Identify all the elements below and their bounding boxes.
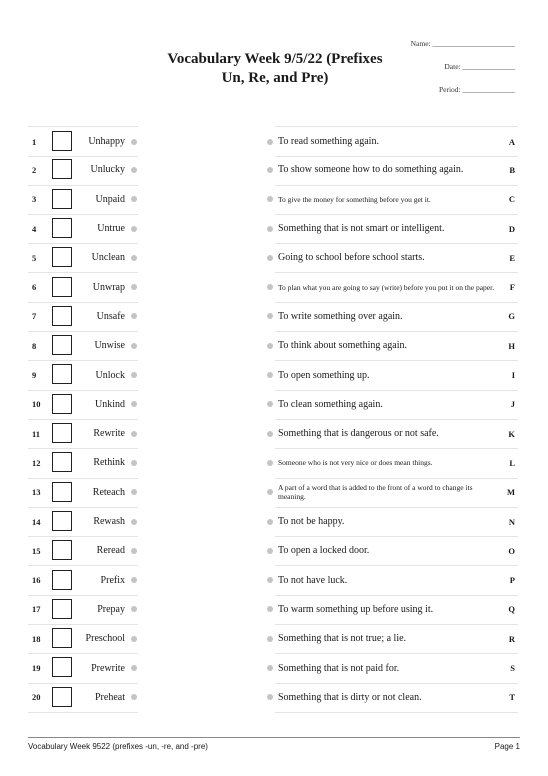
definition-text: To warm something up before using it. <box>278 603 434 615</box>
connector-dot[interactable] <box>131 665 137 671</box>
word-number: 10 <box>32 399 41 410</box>
answer-box[interactable] <box>52 247 72 267</box>
definition-letter: L <box>509 457 515 468</box>
word-item <box>28 390 138 420</box>
connector-dot[interactable] <box>131 196 137 202</box>
vocab-word: Untrue <box>97 223 125 235</box>
connector-dot[interactable] <box>131 372 137 378</box>
definition-text: Something that is dirty or not clean. <box>278 691 422 703</box>
vocab-word: Preheat <box>95 691 125 703</box>
definition-letter: F <box>509 282 515 293</box>
word-item <box>28 478 138 508</box>
word-item <box>28 419 138 449</box>
word-number: 17 <box>32 604 41 615</box>
connector-dot[interactable] <box>131 284 137 290</box>
definition-item <box>275 273 518 303</box>
definition-letter: R <box>508 633 515 644</box>
definition-item <box>275 331 518 361</box>
definition-item <box>275 185 518 215</box>
definition-text: To show someone how to do something again. <box>278 164 464 176</box>
period-field[interactable]: Period: ______________ <box>438 85 515 94</box>
word-item <box>28 566 138 596</box>
definition-text: To open a locked door. <box>278 545 370 557</box>
definition-letter: H <box>508 340 515 351</box>
word-number: 4 <box>32 223 37 234</box>
word-number: 1 <box>32 136 37 147</box>
title-line-2: Un, Re, and Pre) <box>221 70 329 86</box>
connector-dot[interactable] <box>131 519 137 525</box>
definition-letter: E <box>509 252 515 263</box>
connector-dot[interactable] <box>267 665 273 671</box>
word-item <box>28 360 138 390</box>
name-field[interactable]: Name: ______________________ <box>410 39 515 48</box>
vocab-word: Unkind <box>95 398 125 410</box>
definition-text: To clean something again. <box>278 398 383 410</box>
definition-item <box>275 478 518 508</box>
connector-dot[interactable] <box>267 548 273 554</box>
word-item <box>28 126 138 157</box>
definition-text: To give the money for something before you get it. <box>278 194 431 204</box>
definition-text: Something that is dangerous or not safe. <box>278 428 439 440</box>
definition-item <box>275 390 518 420</box>
answer-box[interactable] <box>52 628 72 648</box>
definition-letter: T <box>509 692 515 703</box>
answer-box[interactable] <box>52 335 72 355</box>
definition-letter: D <box>508 223 515 234</box>
table-row <box>0 419 548 448</box>
definition-text: To open something up. <box>278 369 370 381</box>
table-row <box>0 126 548 155</box>
table-row <box>0 683 548 712</box>
word-item <box>28 243 138 273</box>
connector-dot[interactable] <box>131 636 137 642</box>
answer-box[interactable] <box>52 277 72 297</box>
word-number: 16 <box>32 575 41 586</box>
definition-text: To think about something again. <box>278 340 408 352</box>
answer-box[interactable] <box>52 687 72 707</box>
definition-letter: G <box>508 311 515 322</box>
definition-item <box>275 595 518 625</box>
connector-dot[interactable] <box>131 343 137 349</box>
definition-letter: J <box>510 399 515 410</box>
word-item <box>28 683 138 713</box>
word-number: 3 <box>32 194 37 205</box>
vocab-word: Unwise <box>94 340 125 352</box>
connector-dot[interactable] <box>267 313 273 319</box>
vocab-word: Unwrap <box>92 281 125 293</box>
definition-letter: B <box>509 164 515 175</box>
table-row <box>0 273 548 302</box>
definition-item <box>275 683 518 713</box>
connector-dot[interactable] <box>267 284 273 290</box>
word-number: 14 <box>32 516 41 527</box>
connector-dot[interactable] <box>267 636 273 642</box>
connector-dot[interactable] <box>131 431 137 437</box>
word-number: 13 <box>32 487 41 498</box>
vocab-word: Rewash <box>93 516 125 528</box>
definition-letter: I <box>511 370 515 381</box>
vocab-word: Unsafe <box>96 310 125 322</box>
definition-letter: Q <box>508 604 515 615</box>
definition-text: To plan what you are going to say (write) before you put it on the paper. <box>278 282 495 292</box>
table-row <box>0 507 548 536</box>
vocab-word: Reteach <box>92 486 125 498</box>
word-item <box>28 331 138 361</box>
table-row <box>0 536 548 565</box>
connector-dot[interactable] <box>131 577 137 583</box>
definition-item <box>275 243 518 273</box>
answer-box[interactable] <box>52 540 72 560</box>
title-line-1: Vocabulary Week 9/5/22 (Prefixes <box>167 51 383 67</box>
answer-box[interactable] <box>52 511 72 531</box>
definition-text: To not have luck. <box>278 574 348 586</box>
connector-dot[interactable] <box>267 460 273 466</box>
connector-dot[interactable] <box>267 372 273 378</box>
definition-letter: P <box>509 575 515 586</box>
definition-item <box>275 419 518 449</box>
connector-dot[interactable] <box>131 313 137 319</box>
word-item <box>28 155 138 185</box>
vocab-word: Unpaid <box>95 193 125 205</box>
vocab-word: Prewrite <box>91 662 125 674</box>
definition-letter: O <box>508 545 515 556</box>
connector-dot[interactable] <box>131 460 137 466</box>
table-row <box>0 360 548 389</box>
definition-letter: N <box>508 516 515 527</box>
word-item <box>28 185 138 215</box>
date-field[interactable]: Date: ______________ <box>444 62 515 71</box>
word-number: 19 <box>32 663 41 674</box>
table-row <box>0 302 548 331</box>
vocab-word: Unlucky <box>90 164 125 176</box>
page-number: Page 1 <box>494 742 520 751</box>
vocab-word: Unhappy <box>88 136 125 148</box>
word-number: 8 <box>32 340 37 351</box>
table-row <box>0 448 548 477</box>
table-row <box>0 185 548 214</box>
connector-dot[interactable] <box>131 255 137 261</box>
definition-letter: A <box>508 136 515 147</box>
definition-item <box>275 624 518 654</box>
connector-dot[interactable] <box>267 167 273 173</box>
word-number: 18 <box>32 633 41 644</box>
footer-title: Vocabulary Week 9522 (prefixes -un, -re, and -pre) <box>28 742 208 751</box>
answer-box[interactable] <box>52 482 72 502</box>
connector-dot[interactable] <box>267 694 273 700</box>
vocab-word: Unlock <box>95 369 125 381</box>
word-number: 12 <box>32 457 41 468</box>
definition-text: Going to school before school starts. <box>278 252 425 264</box>
connector-dot[interactable] <box>267 139 273 145</box>
word-item <box>28 624 138 654</box>
word-number: 7 <box>32 311 37 322</box>
table-row <box>0 653 548 682</box>
word-item <box>28 507 138 537</box>
answer-box[interactable] <box>52 131 72 151</box>
connector-dot[interactable] <box>131 167 137 173</box>
answer-box[interactable] <box>52 394 72 414</box>
definition-text: A part of a word that is added to the front of a word to change its meaning. <box>278 483 473 502</box>
definition-text: Something that is not true; a lie. <box>278 633 407 645</box>
answer-box[interactable] <box>52 657 72 677</box>
definition-item <box>275 214 518 244</box>
definition-text: To not be happy. <box>278 516 345 528</box>
definition-text: Someone who is not very nice or does mean things. <box>278 458 433 468</box>
vocab-word: Rethink <box>93 457 125 469</box>
word-number: 2 <box>32 164 37 175</box>
answer-box[interactable] <box>52 306 72 326</box>
connector-dot[interactable] <box>131 694 137 700</box>
word-item <box>28 536 138 566</box>
vocab-word: Preschool <box>85 633 125 645</box>
definition-item <box>275 126 518 157</box>
footer-divider <box>28 737 520 738</box>
connector-dot[interactable] <box>267 489 273 495</box>
definition-text: Something that is not paid for. <box>278 662 400 674</box>
table-row <box>0 214 548 243</box>
connector-dot[interactable] <box>267 343 273 349</box>
definition-item <box>275 155 518 185</box>
definition-letter: S <box>510 663 515 674</box>
word-number: 5 <box>32 252 37 263</box>
connector-dot[interactable] <box>267 226 273 232</box>
connector-dot[interactable] <box>131 548 137 554</box>
table-row <box>0 595 548 624</box>
definition-text: To write something over again. <box>278 310 403 322</box>
connector-dot[interactable] <box>131 489 137 495</box>
word-item <box>28 214 138 244</box>
definition-text: To read something again. <box>278 136 379 148</box>
table-row <box>0 390 548 419</box>
word-item <box>28 653 138 683</box>
table-row <box>0 566 548 595</box>
answer-box[interactable] <box>52 423 72 443</box>
answer-box[interactable] <box>52 452 72 472</box>
answer-box[interactable] <box>52 364 72 384</box>
connector-dot[interactable] <box>267 606 273 612</box>
table-row <box>0 243 548 272</box>
table-row <box>0 478 548 507</box>
definition-item <box>275 448 518 478</box>
connector-dot[interactable] <box>131 401 137 407</box>
word-item <box>28 595 138 625</box>
answer-box[interactable] <box>52 599 72 619</box>
definition-item <box>275 566 518 596</box>
worksheet-title <box>150 50 400 88</box>
connector-dot[interactable] <box>267 255 273 261</box>
connector-dot[interactable] <box>131 139 137 145</box>
vocab-word: Reread <box>96 545 125 557</box>
word-item <box>28 448 138 478</box>
vocab-word: Prepay <box>97 603 125 615</box>
word-number: 9 <box>32 370 37 381</box>
definition-item <box>275 302 518 332</box>
vocab-word: Rewrite <box>93 428 125 440</box>
vocab-word: Unclean <box>91 252 125 264</box>
word-item <box>28 273 138 303</box>
word-number: 11 <box>32 428 41 439</box>
connector-dot[interactable] <box>267 401 273 407</box>
word-number: 20 <box>32 692 41 703</box>
table-row <box>0 624 548 653</box>
vocab-word: Prefix <box>100 574 125 586</box>
definition-item <box>275 653 518 683</box>
answer-box[interactable] <box>52 218 72 238</box>
answer-box[interactable] <box>52 159 72 179</box>
definition-item <box>275 536 518 566</box>
definition-letter: K <box>508 428 515 439</box>
connector-dot[interactable] <box>267 577 273 583</box>
connector-dot[interactable] <box>267 431 273 437</box>
connector-dot[interactable] <box>267 519 273 525</box>
word-number: 6 <box>32 282 37 293</box>
connector-dot[interactable] <box>267 196 273 202</box>
definition-item <box>275 507 518 537</box>
definition-letter: C <box>508 194 515 205</box>
answer-box[interactable] <box>52 189 72 209</box>
connector-dot[interactable] <box>131 226 137 232</box>
connector-dot[interactable] <box>131 606 137 612</box>
table-row <box>0 331 548 360</box>
definition-item <box>275 360 518 390</box>
definition-text: Something that is not smart or intelligent. <box>278 223 445 235</box>
word-number: 15 <box>32 545 41 556</box>
word-item <box>28 302 138 332</box>
answer-box[interactable] <box>52 570 72 590</box>
definition-letter: M <box>506 487 515 498</box>
table-row <box>0 155 548 184</box>
